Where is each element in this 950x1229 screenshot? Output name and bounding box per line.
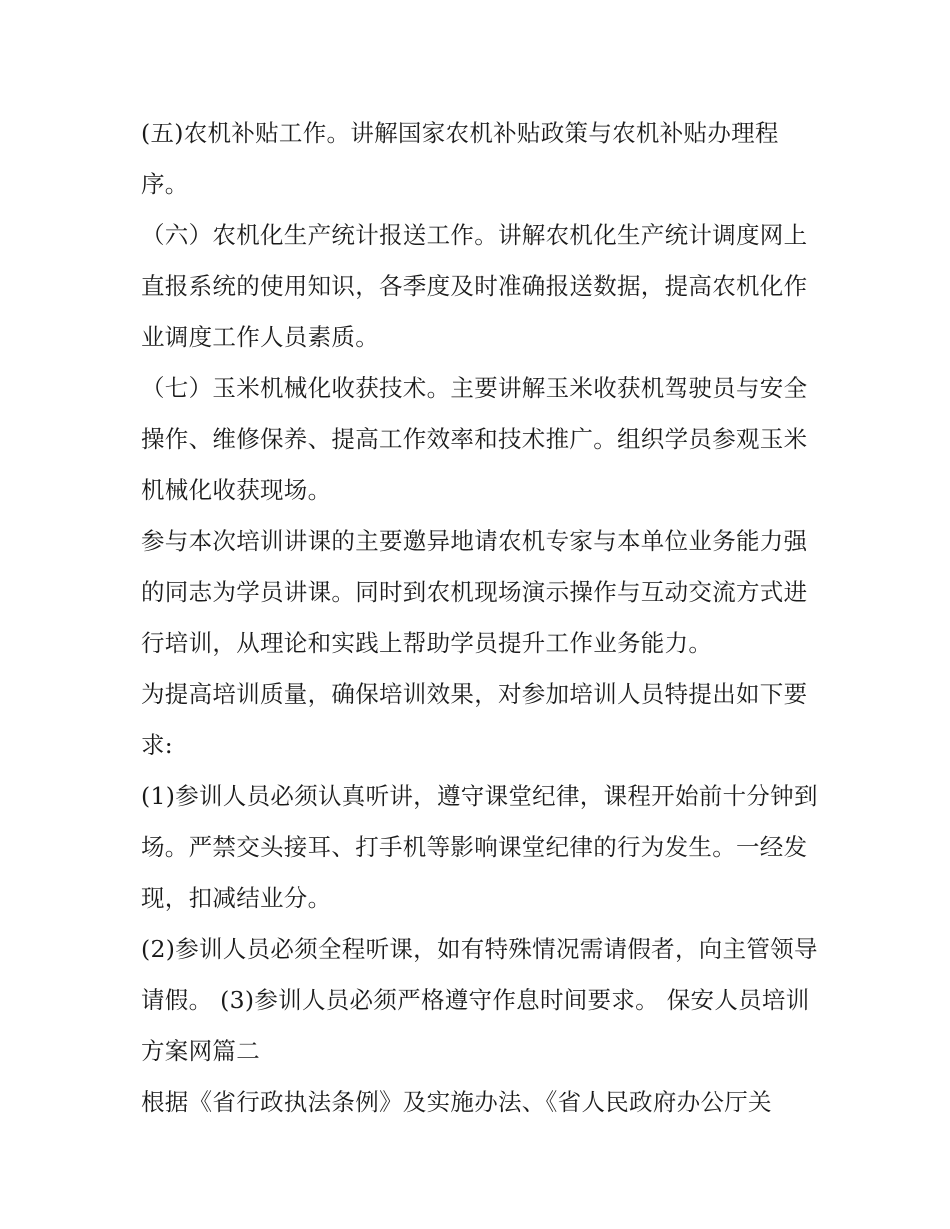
paragraph-agri-subsidy: (五)农机补贴工作。讲解国家农机补贴政策与农机补贴办理程序。 [141,119,779,198]
paragraph-statistics-reporting: （六）农机化生产统计报送工作。讲解农机化生产统计调度网上直报系统的使用知识，各季度及时准确报送数据，提高农机化作业调度工作人员素质。 [141,221,808,351]
paragraph-requirements-intro: 为提高培训质量，确保培训效果，对参加培训人员特提出如下要求: [141,680,808,759]
document-body [141,108,821,1128]
paragraph-requirement-1: (1)参训人员必须认真听讲，遵守课堂纪律，课程开始前十分钟到场。严禁交头接耳、打手机等影响课堂纪律的行为发生。一经发现，扣减结业分。 [141,782,818,912]
paragraph-section-two-start: 根据《省行政执法条例》及实施办法、《省人民政府办公厅关 [141,1088,772,1116]
paragraph-requirement-2-3: (2)参训人员必须全程听课，如有特殊情况需请假者，向主管领导请假。 (3)参训人员必须严格遵守作息时间要求。 保安人员培训方案网篇二 [141,935,818,1065]
paragraph-corn-harvest-tech: （七）玉米机械化收获技术。主要讲解玉米收获机驾驶员与安全操作、维修保养、提高工作效率和技术推广。组织学员参观玉米机械化收获现场。 [141,374,808,504]
paragraph-lecturers: 参与本次培训讲课的主要邀异地请农机专家与本单位业务能力强的同志为学员讲课。同时到农机现场演示操作与互动交流方式进行培训，从理论和实践上帮助学员提升工作业务能力。 [141,527,808,657]
